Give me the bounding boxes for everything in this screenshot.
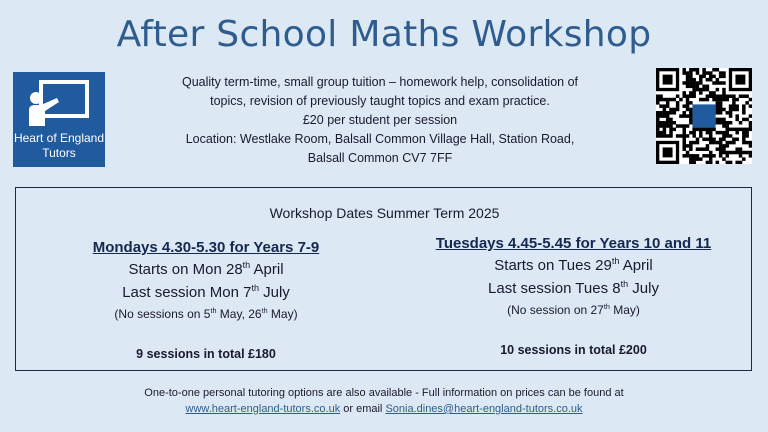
footer-links [0,401,768,417]
tuesdays-note: (No session on 27th May) [507,302,640,317]
tuesdays-last: Last session Tues 8th July [488,279,659,297]
tuesdays-heading: Tuesdays 4.45-5.45 for Years 10 and 11 [435,235,712,252]
mondays-start: Starts on Mon 28th April [128,260,284,278]
website-link[interactable]: www.heart-england-tutors.co.uk [185,403,341,415]
tuesdays-start: Starts on Tues 29th April [494,256,653,274]
logo-name-line2: Tutors [42,146,76,160]
intro-line: topics, revision of previously taught topics and exam practice. [210,94,550,108]
mondays-total: 9 sessions in total £180 [136,347,276,361]
price-line: £20 per student per session [302,113,458,127]
footer-or-email: or email [340,403,386,415]
intro-line: Quality term-time, small group tuition – homework help, consolidation of [181,75,578,89]
mondays-note: (No sessions on 5th May, 26th May) [114,306,298,321]
footer [0,385,768,417]
mondays-heading: Mondays 4.30-5.30 for Years 7-9 [92,239,320,256]
page-title: After School Maths Workshop [116,14,652,55]
logo-name-line1: Heart of England [13,131,105,145]
location-line: Balsall Common CV7 7FF [307,151,453,165]
mondays-last: Last session Mon 7th July [122,283,290,301]
footer-text: One-to-one personal tutoring options are also available - Full information on prices can be found at [144,387,624,399]
qr-code[interactable] [656,68,752,164]
email-link[interactable]: Sonia.dines@heart-england-tutors.co.uk [385,403,583,415]
mondays-column [56,238,356,361]
location-line: Location: Westlake Room, Balsall Common Village Hall, Station Road, [185,132,575,146]
workshop-dates-title: Workshop Dates Summer Term 2025 [269,205,500,221]
teacher-at-board-icon [27,78,91,130]
tuesdays-column [401,234,746,357]
brand-logo [13,72,105,167]
tuesdays-total: 10 sessions in total £200 [500,343,647,357]
qr-code-icon [656,68,752,164]
workshop-dates-box [15,187,752,371]
intro-text [120,73,640,168]
